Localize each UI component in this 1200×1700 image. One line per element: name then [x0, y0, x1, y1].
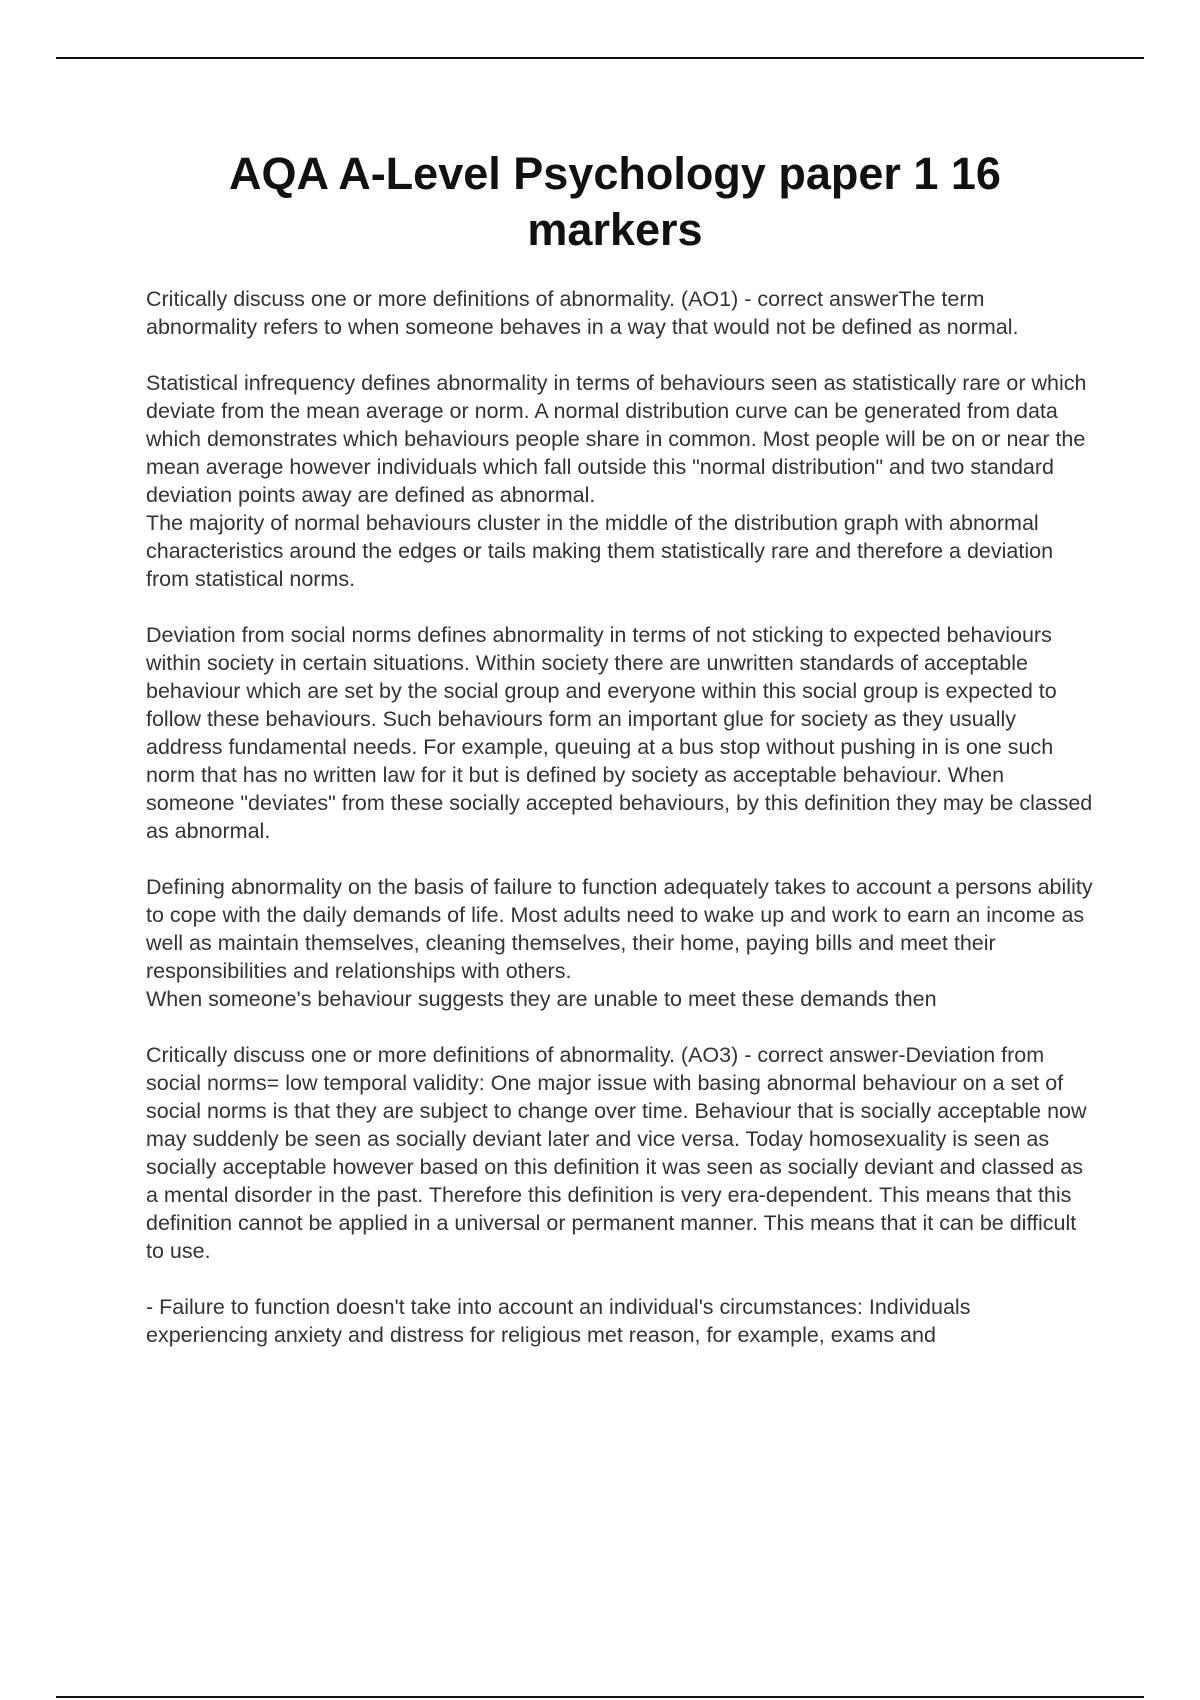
document-body [146, 285, 1094, 1377]
bottom-rule [56, 1696, 1144, 1698]
paragraph-deviation-social-norms: Deviation from social norms defines abnormality in terms of not sticking to expected behaviours within society in certain situations. Within society there are unwritten standards of acceptable behaviour which are set by the social group and everyone within this social group is expected to follow these behaviours. Such behaviours form an important glue for society as they usually address fundamental needs. For example, queuing at a bus stop without pushing in is one such norm that has no written law for it but is defined by society as acceptable behaviour. When someone "deviates" from these socially accepted behaviours, by this definition they may be classed as abnormal. [146, 623, 1093, 843]
paragraph-ao1-intro: Critically discuss one or more definitions of abnormality. (AO1) - correct answerThe term abnormality refers to when someone behaves in a way that would not be defined as normal. [146, 287, 1019, 339]
top-rule [56, 57, 1144, 59]
paragraph-statistical-infrequency: Statistical infrequency defines abnormality in terms of behaviours seen as statistically rare or which deviate from the mean average or norm. A normal distribution curve can be generated from data which demonstrates which behaviours people share in common. Most people will be on or near the mean average however individuals which fall outside this "normal distribution" and two standard deviation points away are defined as abnormal. The majority of normal behaviours cluster in the middle of the distribution graph with abnormal characteristics around the edges or tails making them statistically rare and therefore a deviation from statistical norms. [146, 371, 1087, 591]
paragraph-failure-circumstances: - Failure to function doesn't take into account an individual's circumstances: Individuals experiencing anxiety and distress for religious met reason, for example, exams and [146, 1295, 971, 1347]
page-title: AQA A-Level Psychology paper 1 16 markers [229, 148, 1001, 255]
paragraph-failure-to-function: Defining abnormality on the basis of failure to function adequately takes to account a persons ability to cope with the daily demands of life. Most adults need to wake up and work to earn an income as well as maintain themselves, cleaning themselves, their home, paying bills and meet their responsibilities and relationships with others. When someone's behaviour suggests they are unable to meet these demands then [146, 875, 1093, 1011]
paragraph-ao3-evaluation: Critically discuss one or more definitions of abnormality. (AO3) - correct answer-Deviation from social norms= low temporal validity: One major issue with basing abnormal behaviour on a set of social norms is that they are subject to change over time. Behaviour that is socially acceptable now may suddenly be seen as socially deviant later and vice versa. Today homosexuality is seen as socially acceptable however based on this definition it was seen as socially deviant and classed as a mental disorder in the past. Therefore this definition is very era-dependent. This means that this definition cannot be applied in a universal or permanent manner. This means that it can be difficult to use. [146, 1043, 1087, 1263]
